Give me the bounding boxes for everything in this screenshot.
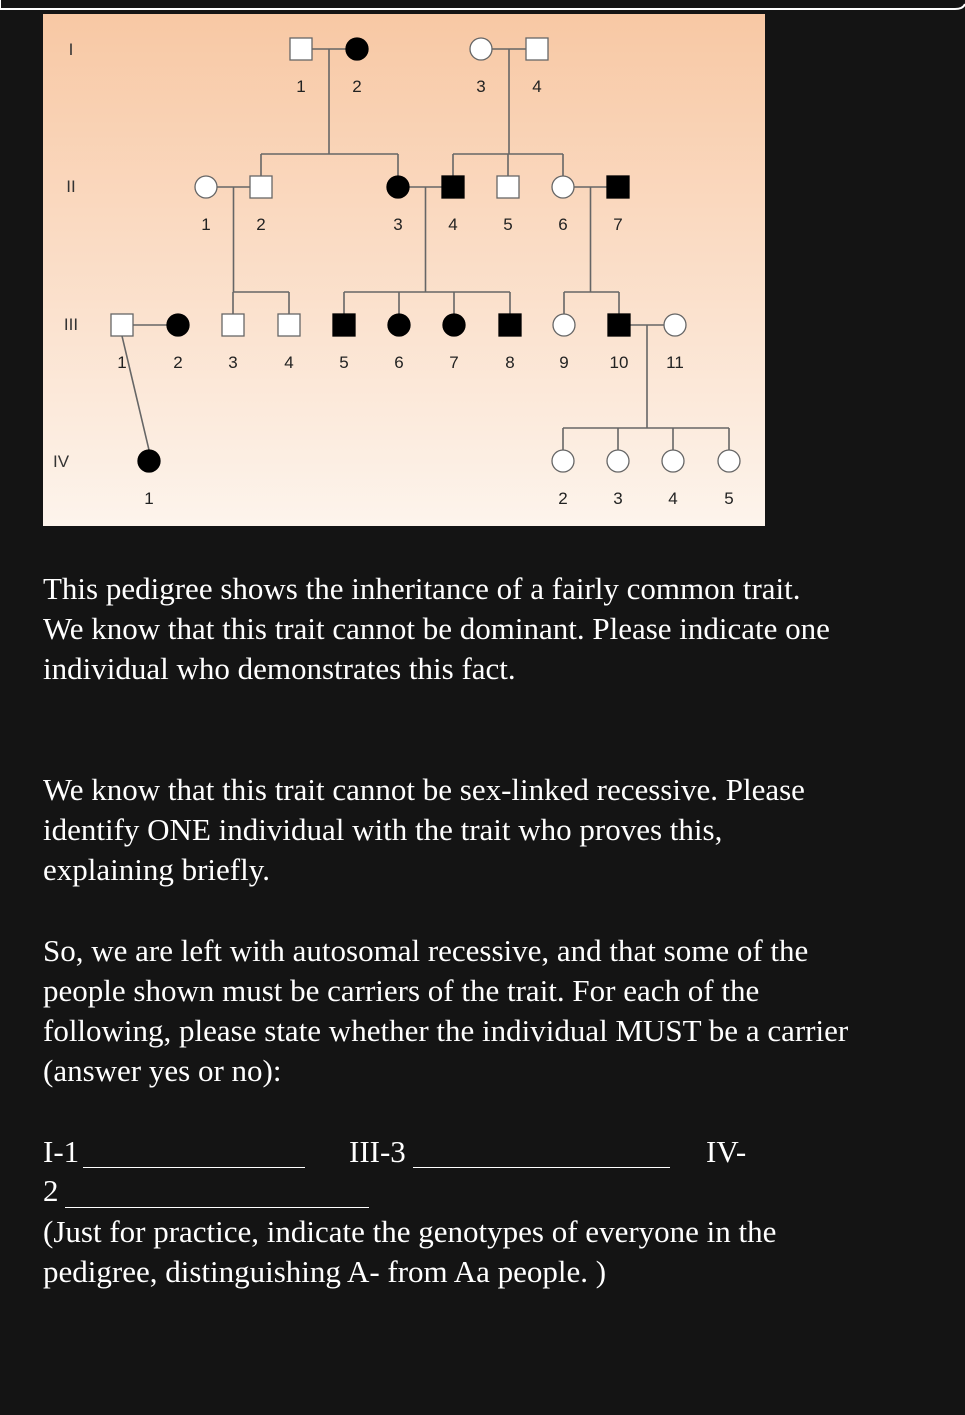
affected-male-iii-10 xyxy=(608,314,630,336)
individual-number-label: 2 xyxy=(352,77,362,96)
individual-number-label: 8 xyxy=(505,353,515,372)
individual-number-label: 1 xyxy=(144,489,154,508)
affected-female-ii-3 xyxy=(387,176,409,198)
individual-number-label: 3 xyxy=(228,353,238,372)
unaffected-female-iv-3 xyxy=(607,450,629,472)
individual-number-label: 3 xyxy=(613,489,623,508)
question-line: So, we are left with autosomal recessive, and that some of the xyxy=(43,933,809,968)
question-line: We know that this trait cannot be dominant. Please indicate one xyxy=(43,611,830,646)
question-carriers xyxy=(43,931,953,1091)
individual-number-label: 7 xyxy=(449,353,459,372)
answer-blank-i1[interactable] xyxy=(83,1167,305,1168)
unaffected-female-ii-6 xyxy=(552,176,574,198)
individual-number-label: 5 xyxy=(339,353,349,372)
individual-number-label: 2 xyxy=(558,489,568,508)
unaffected-female-ii-1 xyxy=(195,176,217,198)
question-line: This pedigree shows the inheritance of a fairly common trait. xyxy=(43,571,801,606)
individual-number-label: 6 xyxy=(394,353,404,372)
individual-number-label: 10 xyxy=(609,353,629,372)
answer-label-iv-suffix: 2 xyxy=(43,1173,59,1208)
unaffected-male-ii-5 xyxy=(497,176,519,198)
affected-female-iii-2 xyxy=(167,314,189,336)
individual-number-label: 6 xyxy=(558,215,568,234)
unaffected-female-iii-11 xyxy=(664,314,686,336)
affected-female-iv-1 xyxy=(138,450,160,472)
affected-male-iii-8 xyxy=(499,314,521,336)
individual-number-label: 3 xyxy=(476,77,486,96)
individual-number-label: 2 xyxy=(173,353,183,372)
pedigree-chart xyxy=(43,14,765,526)
question-not-dominant xyxy=(43,569,943,689)
question-line: people shown must be carriers of the trait. For each of the xyxy=(43,973,760,1008)
answer-label-iv-prefix: IV- xyxy=(706,1134,747,1169)
affected-male-ii-7 xyxy=(607,176,629,198)
affected-female-iii-7 xyxy=(443,314,465,336)
question-line: We know that this trait cannot be sex-linked recessive. Please xyxy=(43,772,805,807)
question-line: pedigree, distinguishing A- from Aa people. ) xyxy=(43,1254,607,1289)
affected-female-i-2 xyxy=(346,38,368,60)
answer-label-i1: I-1 xyxy=(43,1134,80,1169)
individual-number-label: 3 xyxy=(393,215,403,234)
question-not-sex-linked xyxy=(43,770,943,890)
individual-number-label: 9 xyxy=(559,353,569,372)
answer-blank-iii3[interactable] xyxy=(413,1167,670,1168)
answer-blank-iv2[interactable] xyxy=(65,1207,369,1208)
individual-number-label: 4 xyxy=(532,77,542,96)
affected-male-ii-4 xyxy=(442,176,464,198)
question-line: (Just for practice, indicate the genotypes of everyone in the xyxy=(43,1214,777,1249)
affected-male-iii-5 xyxy=(333,314,355,336)
question-line: following, please state whether the individual MUST be a carrier xyxy=(43,1013,849,1048)
individual-number-label: 7 xyxy=(613,215,623,234)
unaffected-female-iv-2 xyxy=(552,450,574,472)
individual-number-label: 4 xyxy=(668,489,678,508)
unaffected-male-ii-2 xyxy=(250,176,272,198)
individual-number-label: 5 xyxy=(503,215,513,234)
unaffected-male-iii-3 xyxy=(222,314,244,336)
unaffected-male-iii-4 xyxy=(278,314,300,336)
question-line: identify ONE individual with the trait who proves this, xyxy=(43,812,723,847)
individual-number-label: 4 xyxy=(284,353,294,372)
top-border xyxy=(0,0,965,12)
answer-label-iii3: III-3 xyxy=(349,1134,406,1169)
practice-genotypes xyxy=(43,1212,943,1292)
generation-label: I xyxy=(68,40,74,59)
individual-number-label: 1 xyxy=(117,353,127,372)
unaffected-female-i-3 xyxy=(470,38,492,60)
pedigree-background xyxy=(43,14,765,526)
individual-number-label: 11 xyxy=(666,353,684,372)
unaffected-male-iii-1 xyxy=(111,314,133,336)
unaffected-male-i-1 xyxy=(290,38,312,60)
individual-number-label: 4 xyxy=(448,215,458,234)
unaffected-male-i-4 xyxy=(526,38,548,60)
question-line: individual who demonstrates this fact. xyxy=(43,651,516,686)
unaffected-female-iv-5 xyxy=(718,450,740,472)
affected-female-iii-6 xyxy=(388,314,410,336)
question-line: (answer yes or no): xyxy=(43,1053,282,1088)
generation-label: III xyxy=(63,315,79,334)
generation-label: IV xyxy=(53,452,70,471)
individual-number-label: 5 xyxy=(724,489,734,508)
generation-label: II xyxy=(66,177,76,196)
individual-number-label: 1 xyxy=(201,215,211,234)
individual-number-label: 1 xyxy=(296,77,306,96)
individual-number-label: 2 xyxy=(256,215,266,234)
unaffected-female-iii-9 xyxy=(553,314,575,336)
question-line: explaining briefly. xyxy=(43,852,270,887)
unaffected-female-iv-4 xyxy=(662,450,684,472)
